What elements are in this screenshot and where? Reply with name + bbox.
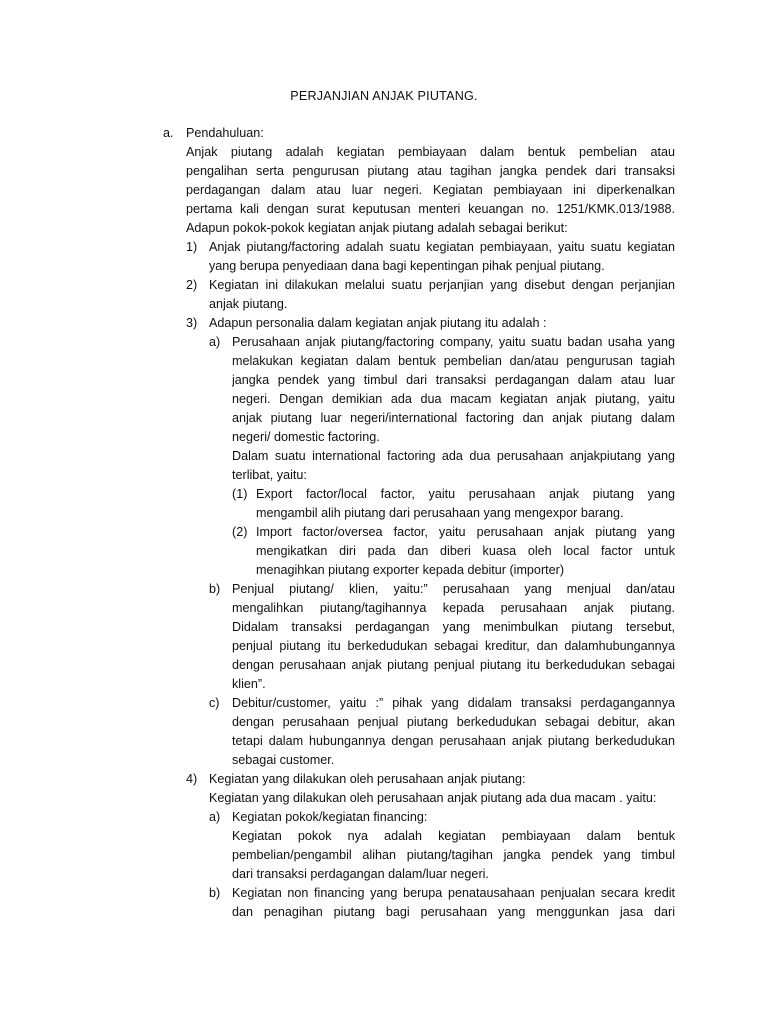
item-3b-line: Didalam transaksi perdagangan yang menimbulkan piutang tersebut, <box>232 620 675 634</box>
item-3a-line: melakukan kegiatan dalam bentuk pembelian dan/atau pengurusan tagiah <box>232 354 675 368</box>
item-3b-marker: b) <box>209 582 221 596</box>
item-2-line: anjak piutang. <box>209 297 288 311</box>
item-3a-para2-line: Dalam suatu international factoring ada dua perusahaan anjakpiutang yang <box>232 449 675 463</box>
item-4a-heading: Kegiatan pokok/kegiatan financing: <box>232 810 428 824</box>
section-a-marker: a. <box>163 126 174 140</box>
intro-line: Adapun pokok-pokok kegiatan anjak piutang adalah sebagai berikut: <box>186 221 568 235</box>
item-3b-line: klien”. <box>232 677 266 691</box>
item-4-lead: Kegiatan yang dilakukan oleh perusahaan anjak piutang: <box>209 772 526 786</box>
item-3b-line: Penjual piutang/ klien, yaitu:” perusahaan yang menjual dan/atau <box>232 582 675 596</box>
item-3a-1-line: Export factor/local factor, yaitu perusahaan anjak piutang yang <box>256 487 675 501</box>
item-3c-marker: c) <box>209 696 220 710</box>
item-3c-line: tetapi dalam hubungannya dengan perusahaan anjak piutang berkedudukan <box>232 734 675 748</box>
intro-line: pertama kali dengan surat keputusan menteri keuangan no. 1251/KMK.013/1988. <box>186 202 675 216</box>
item-3a-line: anjak piutang luar negeri/international factoring dan anjak piutang dalam <box>232 411 675 425</box>
item-4a-marker: a) <box>209 810 221 824</box>
intro-line: Anjak piutang adalah kegiatan pembiayaan dalam bentuk pembelian atau <box>186 145 675 159</box>
item-3a-1-line: mengambil alih piutang dari perusahaan yang mengexpor barang. <box>256 506 624 520</box>
item-3a-line: negeri/ domestic factoring. <box>232 430 380 444</box>
item-1-line: Anjak piutang/factoring adalah suatu kegiatan pembiayaan, yaitu suatu kegiatan <box>209 240 675 254</box>
item-4b-marker: b) <box>209 886 221 900</box>
item-3a-para2-line: terlibat, yaitu: <box>232 468 307 482</box>
item-2-line: Kegiatan ini dilakukan melalui suatu perjanjian yang disebut dengan perjanjian <box>209 278 675 292</box>
item-4b-line: dan penagihan piutang bagi perusahaan yang menggunkan jasa dari <box>232 905 675 919</box>
item-3a-2-line: menagihkan piutang exporter kepada debitur (importer) <box>256 563 565 577</box>
item-3a-line: Perusahaan anjak piutang/factoring company, yaitu suatu badan usaha yang <box>232 335 675 349</box>
item-4b-line: Kegiatan non financing yang berupa penatausahaan penjualan secara kredit <box>232 886 675 900</box>
item-3a-2-line: mengikatkan diri pada dan diberi kuasa oleh local factor untuk <box>256 544 675 558</box>
item-4-lead2: Kegiatan yang dilakukan oleh perusahaan anjak piutang ada dua macam . yaitu: <box>209 791 657 805</box>
item-1-line: yang berupa penyediaan dana bagi kepentingan pihak penjual piutang. <box>209 259 605 273</box>
item-3-marker: 3) <box>186 316 198 330</box>
item-3a-line: negeri. Dengan demikian ada dua macam kegiatan anjak piutang, yaitu <box>232 392 675 406</box>
item-3b-line: penjual piutang itu berkedudukan sebagai kreditur, dan dalamhubungannya <box>232 639 675 653</box>
item-3a-line: jangka pendek yang timbul dari transaksi perdagangan dalam atau luar <box>232 373 675 387</box>
section-a-heading: Pendahuluan: <box>186 126 264 140</box>
document-title: PERJANJIAN ANJAK PIUTANG. <box>290 89 478 103</box>
item-2-marker: 2) <box>186 278 198 292</box>
item-4a-line: pembelian/pengambil alihan piutang/tagihan jangka pendek yang timbul <box>232 848 675 862</box>
item-3c-line: sebagai customer. <box>232 753 335 767</box>
item-4a-line: Kegiatan pokok nya adalah kegiatan pembiayaan dalam bentuk <box>232 829 675 843</box>
item-3-lead: Adapun personalia dalam kegiatan anjak piutang itu adalah : <box>209 316 547 330</box>
item-3a-2-marker: (2) <box>232 525 248 539</box>
item-3c-line: Debitur/customer, yaitu :” pihak yang didalam transaksi perdagangannya <box>232 696 675 710</box>
item-4-marker: 4) <box>186 772 198 786</box>
item-3a-1-marker: (1) <box>232 487 248 501</box>
intro-line: perdagangan dalam atau luar negeri. Kegiatan pembiayaan ini diperkenalkan <box>186 183 675 197</box>
item-3a-marker: a) <box>209 335 221 349</box>
item-3a-2-line: Import factor/oversea factor, yaitu perusahaan anjak piutang yang <box>256 525 675 539</box>
item-1-marker: 1) <box>186 240 198 254</box>
item-4a-line: dari transaksi perdagangan dalam/luar negeri. <box>232 867 489 881</box>
item-3b-line: dengan perusahaan anjak piutang penjual piutang itu berkedudukan sebagai <box>232 658 675 672</box>
intro-line: pengalihan serta pengurusan piutang atau tagihan jangka pendek dari transaksi <box>186 164 675 178</box>
item-3b-line: mengalihkan piutang/tagihannya kepada perusahaan anjak piutang. <box>232 601 675 615</box>
item-3c-line: dengan perusahaan penjual piutang berkedudukan sebagai debitur, akan <box>232 715 675 729</box>
